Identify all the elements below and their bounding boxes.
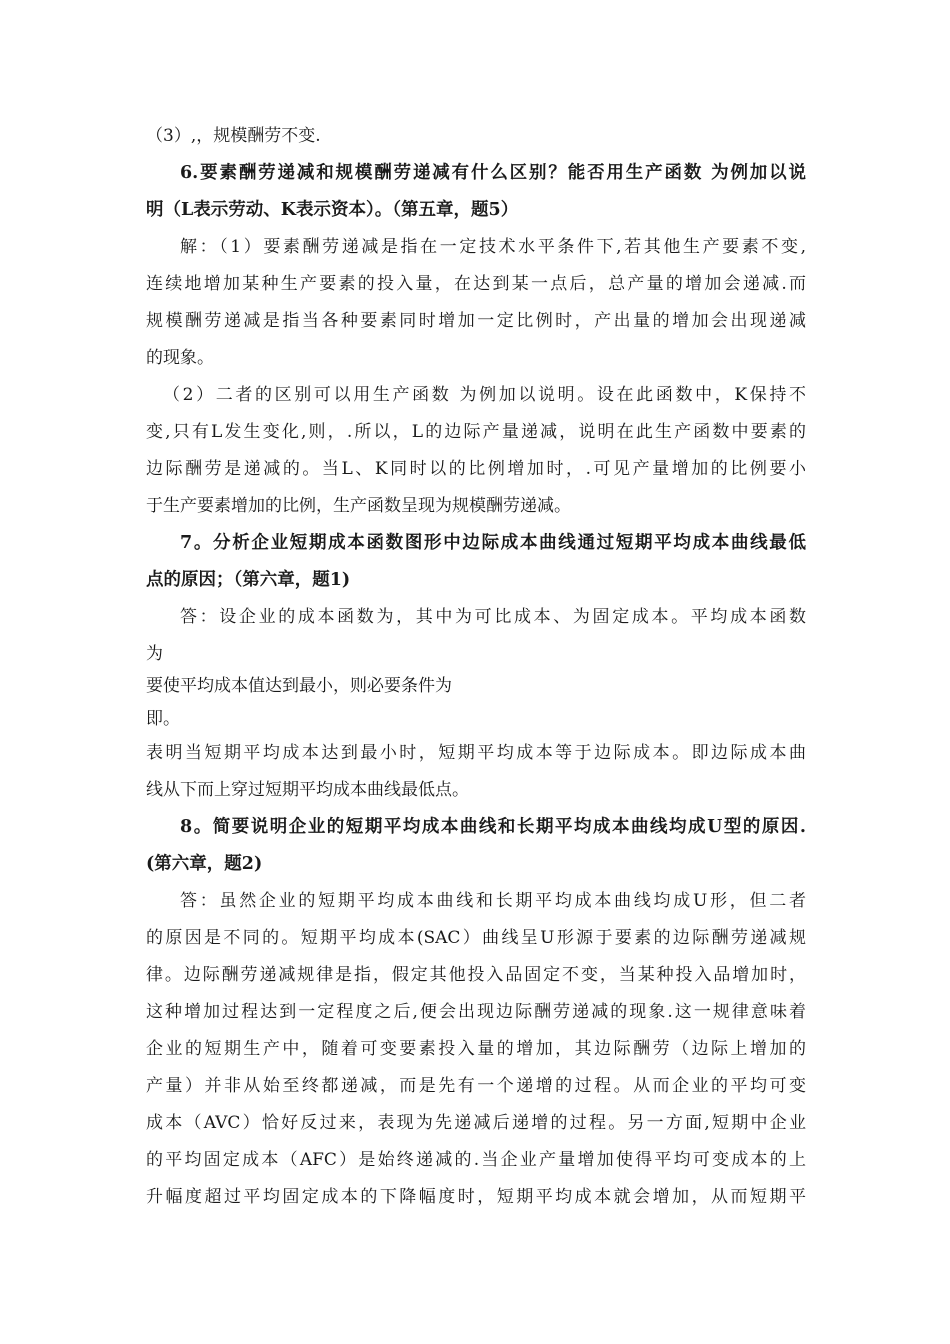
answer-7-line-3: 要使平均成本值达到最小，则必要条件为 <box>146 676 452 696</box>
question-8-title-line-1: 8。简要说明企业的短期平均成本曲线和长期平均成本曲线均成U型的原因. <box>180 817 806 837</box>
question-7-title-line-1: 7。分析企业短期成本函数图形中边际成本曲线通过短期平均成本曲线最低 <box>180 533 806 553</box>
answer-8-line-9: 升幅度超过平均固定成本的下降幅度时，短期平均成本就会增加，从而短期平 <box>146 1187 806 1207</box>
answer-6-line-5: （2）二者的区别可以用生产函数 为例加以说明。设在此函数中，K保持不 <box>163 385 806 405</box>
question-6-title-line-1: 6.要素酬劳递减和规模酬劳递减有什么区别？能否用生产函数 为例加以说 <box>180 163 806 183</box>
question-8-title-line-2: (第六章，题2) <box>146 854 263 874</box>
answer-6-line-7: 边际酬劳是递减的。当L、K同时以的比例增加时，.可见产量增加的比例要小 <box>146 459 806 479</box>
answer-8-line-2: 的原因是不同的。短期平均成本(SAC）曲线呈U形源于要素的边际酬劳递减规 <box>146 928 806 948</box>
question-6-title-line-2: 明（L表示劳动、K表示资本）。（第五章，题5） <box>146 200 519 220</box>
answer-6-line-8: 于生产要素增加的比例，生产函数呈现为规模酬劳递减。 <box>146 496 571 516</box>
answer-6-line-1: 解：（1）要素酬劳递减是指在一定技术水平条件下,若其他生产要素不变, <box>180 237 806 257</box>
answer-7-line-6: 线从下而上穿过短期平均成本曲线最低点。 <box>146 780 469 800</box>
answer-7-line-4: 即。 <box>146 709 180 729</box>
answer-8-line-3: 律。边际酬劳递减规律是指，假定其他投入品固定不变，当某种投入品增加时， <box>146 965 806 985</box>
text-line-1: （3）,，规模酬劳不变. <box>146 126 321 146</box>
answer-8-line-7: 成本（AVC）恰好反过来，表现为先递减后递增的过程。另一方面,短期中企业 <box>146 1113 806 1133</box>
question-7-title-line-2: 点的原因；（第六章，题1) <box>146 570 351 590</box>
answer-6-line-3: 规模酬劳递减是指当各种要素同时增加一定比例时，产出量的增加会出现递减 <box>146 311 806 331</box>
answer-8-line-5: 企业的短期生产中，随着可变要素投入量的增加，其边际酬劳（边际上增加的 <box>146 1039 806 1059</box>
answer-8-line-8: 的平均固定成本（AFC）是始终递减的.当企业产量增加使得平均可变成本的上 <box>146 1150 806 1170</box>
answer-6-line-6: 变,只有L发生变化,则，.所以，L的边际产量递减，说明在此生产函数中要素的 <box>146 422 806 442</box>
answer-7-line-5: 表明当短期平均成本达到最小时，短期平均成本等于边际成本。即边际成本曲 <box>146 743 806 763</box>
answer-6-line-2: 连续地增加某种生产要素的投入量，在达到某一点后，总产量的增加会递减.而 <box>146 274 806 294</box>
answer-8-line-1: 答：虽然企业的短期平均成本曲线和长期平均成本曲线均成U形，但二者 <box>180 891 806 911</box>
answer-6-line-4: 的现象。 <box>146 348 214 368</box>
answer-8-line-6: 产量）并非从始至终都递减，而是先有一个递增的过程。从而企业的平均可变 <box>146 1076 806 1096</box>
answer-8-line-4: 这种增加过程达到一定程度之后,便会出现边际酬劳递减的现象.这一规律意味着 <box>146 1002 806 1022</box>
answer-7-line-2: 为 <box>146 644 163 664</box>
answer-7-line-1: 答：设企业的成本函数为，其中为可比成本、为固定成本。平均成本函数 <box>180 607 806 627</box>
